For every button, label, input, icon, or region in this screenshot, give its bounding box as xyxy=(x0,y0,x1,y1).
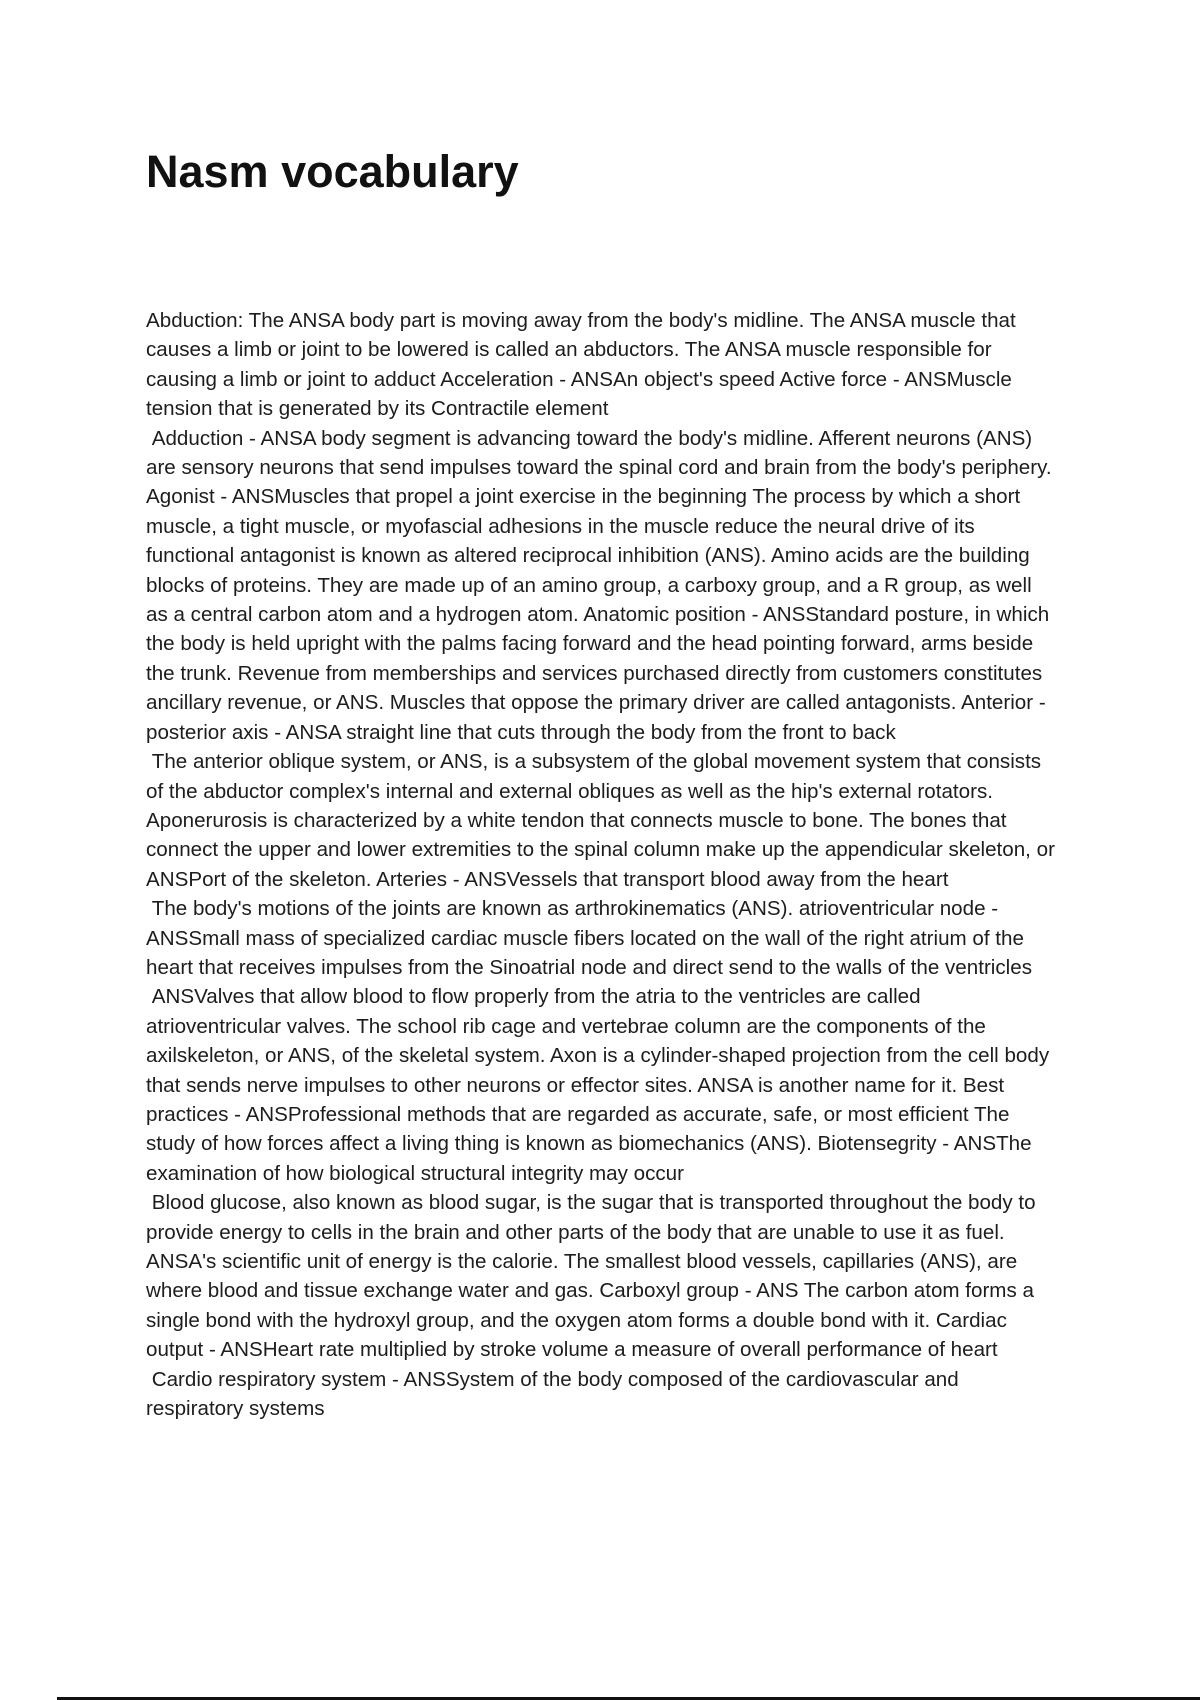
page-title: Nasm vocabulary xyxy=(146,146,519,197)
paragraph-cardio-respiratory-system: Cardio respiratory system - ANSSystem of the body composed of the cardiovascular and respiratory systems xyxy=(146,1367,965,1421)
paragraph-blood-glucose: Blood glucose, also known as blood sugar, is the sugar that is transported throughout the body to provide energy to cells in the brain and other parts of the body that are unable to use it as fuel. ANSA's scientific unit of energy is the calorie. The smallest blood vessels, capillaries (ANS), are where blood and tissue exchange water and gas. Carboxyl group - ANS The carbon atom forms a single bond with the hydroxyl group, and the oxygen atom forms a double bond with it. Cardiac output - ANSHeart rate multiplied by stroke volume a measure of overall performance of heart xyxy=(146,1191,1042,1362)
paragraph-anterior-oblique-system: The anterior oblique system, or ANS, is a subsystem of the global movement system that consists of the abductor complex's internal and external obliques as well as the hip's external rotators. Aponerurosis is characterized by a white tendon that connects muscle to bone. The bones that connect the upper and lower extremities to the spinal column make up the appendicular skeleton, or ANSPort of the skeleton. Arteries - ANSVessels that transport blood away from the heart xyxy=(146,750,1060,891)
document-body xyxy=(146,306,1060,1423)
paragraph-atrioventricular-valves: ANSValves that allow blood to flow properly from the atria to the ventricles are called atrioventricular valves. The school rib cage and vertebrae column are the components of the axilskeleton, or ANS, of the skeletal system. Axon is a cylinder-shaped projection from the cell body that sends nerve impulses to other neurons or effector sites. ANSA is another name for it. Best practices - ANSProfessional methods that are regarded as accurate, safe, or most efficient The study of how forces affect a living thing is known as biomechanics (ANS). Biotensegrity - ANSThe examination of how biological structural integrity may occur xyxy=(146,985,1055,1185)
paragraph-abduction: Abduction: The ANSA body part is moving away from the body's midline. The ANSA muscle that causes a limb or joint to be lowered is called an abductors. The ANSA muscle responsible for causing a limb or joint to adduct Acceleration - ANSAn object's speed Active force - ANSMuscle tension that is generated by its Contractile element xyxy=(146,309,1022,421)
paragraph-arthrokinematics: The body's motions of the joints are known as arthrokinematics (ANS). atrioventricular node - ANSSmall mass of specialized cardiac muscle fibers located on the wall of the right atrium of the heart that receives impulses from the Sinoatrial node and direct send to the walls of the ventricles xyxy=(146,897,1032,979)
paragraph-adduction: Adduction - ANSA body segment is advancing toward the body's midline. Afferent neurons (ANS) are sensory neurons that send impulses toward the spinal cord and brain from the body's periphery. Agonist - ANSMuscles that propel a joint exercise in the beginning The process by which a short muscle, a tight muscle, or myofascial adhesions in the muscle reduce the neural drive of its functional antagonist is known as altered reciprocal inhibition (ANS). Amino acids are the building blocks of proteins. They are made up of an amino group, a carboxy group, and a R group, as well as a central carbon atom and a hydrogen atom. Anatomic position - ANSStandard posture, in which the body is held upright with the palms facing forward and the head pointing forward, arms beside the trunk. Revenue from memberships and services purchased directly from customers constitutes ancillary revenue, or ANS. Muscles that oppose the primary driver are called antagonists. Anterior - posterior axis - ANSA straight line that cuts through the body from the front to back xyxy=(146,426,1057,744)
